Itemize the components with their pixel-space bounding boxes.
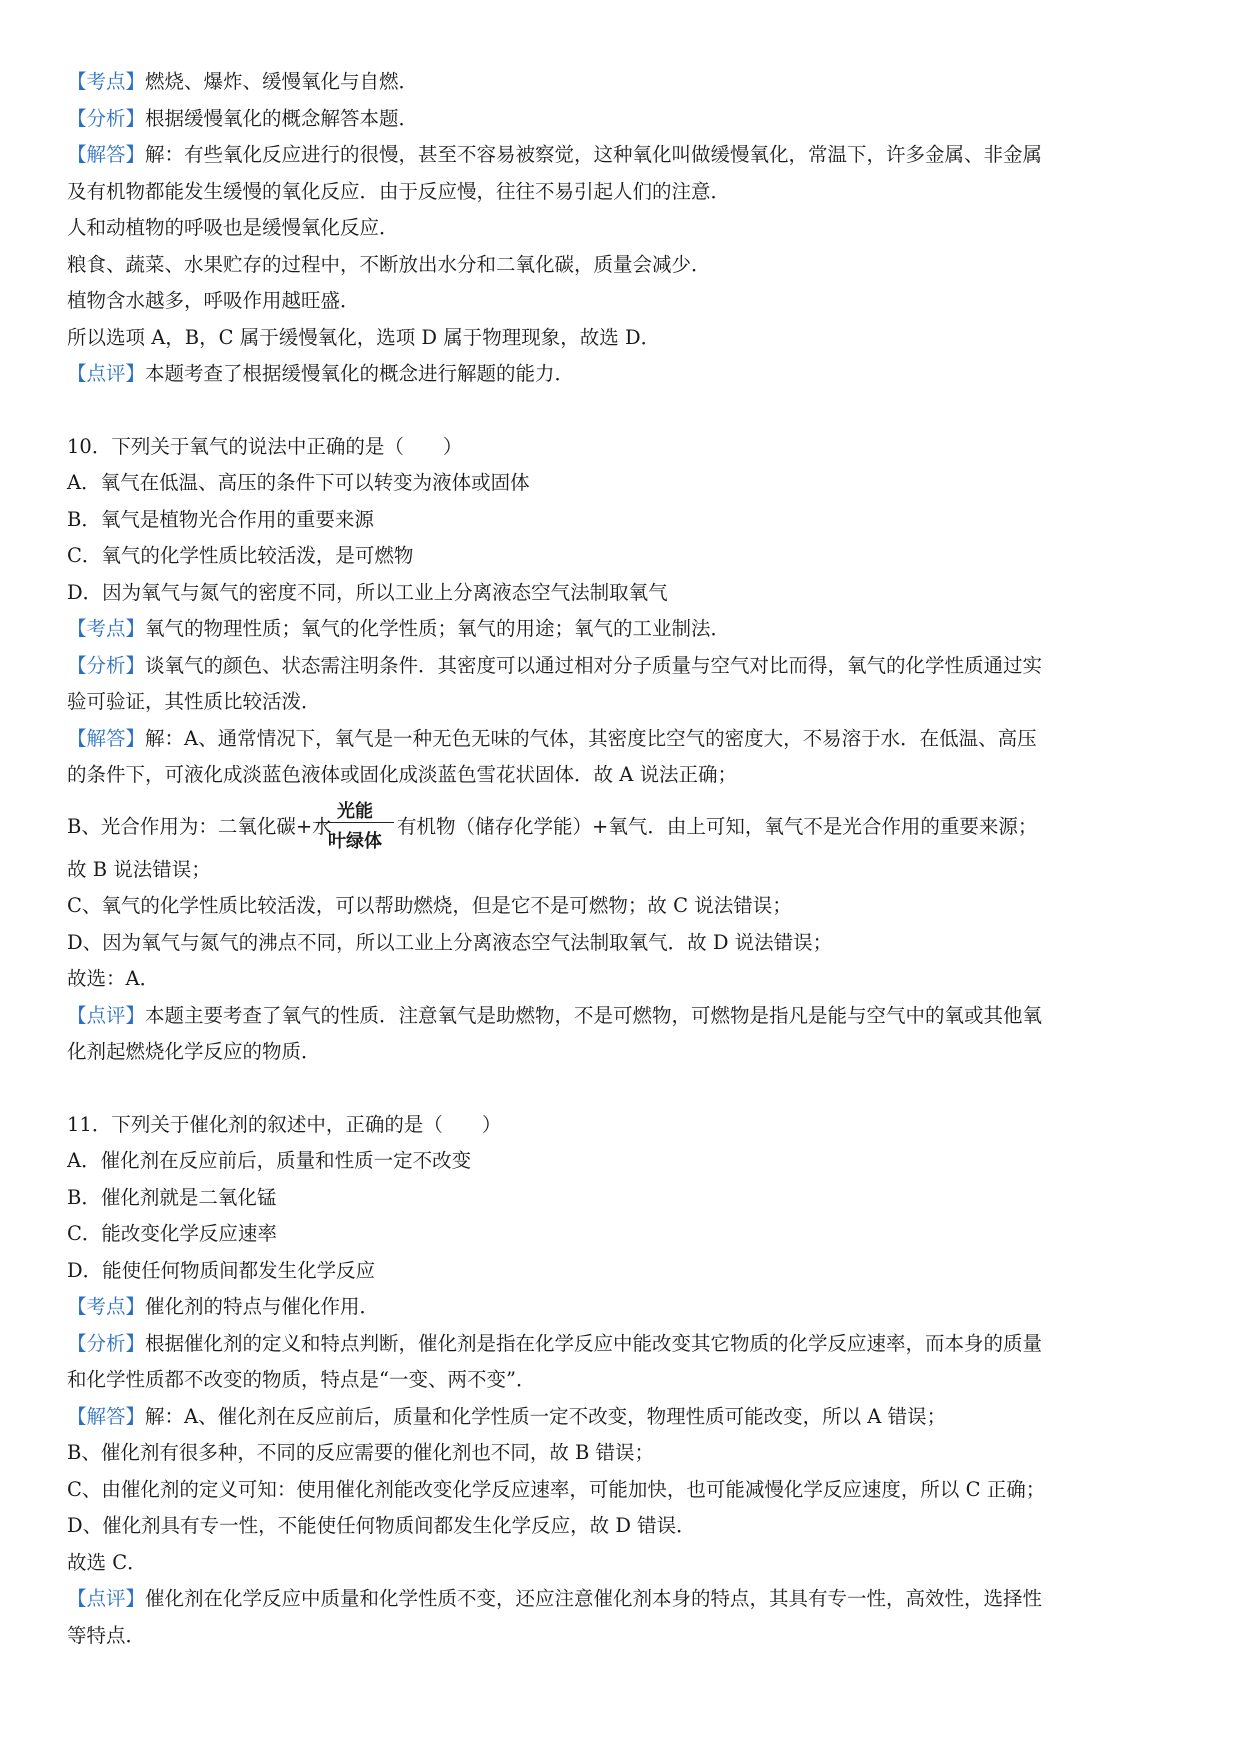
q10-formula-line (67, 794, 1177, 852)
q9-jieda-text-1: 解：有些氧化反应进行的很慢，甚至不容易被察觉，这种氧化叫做缓慢氧化，常温下，许多金属、非金属 (145, 143, 1043, 166)
q11-option-d: D．能使任何物质间都发生化学反应 (67, 1258, 376, 1282)
q11-stem: 11．下列关于催化剂的叙述中，正确的是（ ） (67, 1112, 502, 1136)
kaodian-tag: 【考点】 (67, 617, 146, 640)
q10-option-c: C．氧气的化学性质比较活泼，是可燃物 (67, 544, 414, 567)
formula-pre: B、光合作用为：二氧化碳+水 (67, 814, 332, 838)
formula-post: 有机物（储存化学能）+氧气．由上可知，氧气不是光合作用的重要来源； (397, 814, 1038, 838)
q10-line-b2: 故 B 说法错误； (67, 857, 211, 881)
q11-kaodian (67, 1289, 1177, 1326)
fenxi-tag: 【分析】 (67, 653, 146, 677)
q11-dianping (67, 1581, 1177, 1618)
q9-fenxi (67, 101, 1177, 138)
q10-option-a: A．氧气在低温、高压的条件下可以转变为液体或固体 (67, 471, 530, 494)
q11-jieda-text-1: 解：A、催化剂在反应前后，质量和化学性质一定不改变，物理性质可能改变，所以 A 错误； (145, 1404, 947, 1428)
q9-kaodian (67, 64, 1177, 101)
q10-line-d: D、因为氧气与氮气的沸点不同，所以工业上分离液态空气法制取氧气．故 D 说法错误； (67, 930, 833, 954)
dianping-tag: 【点评】 (67, 1587, 146, 1610)
q10-jieda (67, 721, 1177, 758)
q10-answer: 故选：A． (67, 967, 160, 990)
q9-jieda (67, 137, 1177, 174)
q10-fenxi (67, 648, 1177, 685)
q9-line-6: 所以选项 A，B，C 属于缓慢氧化，选项 D 属于物理现象，故选 D． (67, 325, 661, 349)
q9-kaodian-text: 燃烧、爆炸、缓慢氧化与自燃． (145, 70, 419, 93)
q9-jieda-text-2: 及有机物都能发生缓慢的氧化反应．由于反应慢，往往不易引起人们的注意． (67, 179, 731, 203)
q10-jieda-text-2: 的条件下，可液化成淡蓝色液体或固化成淡蓝色雪花状固体．故 A 说法正确； (67, 763, 737, 786)
dianping-tag: 【点评】 (67, 362, 146, 385)
q11-fenxi-text-1: 根据催化剂的定义和特点判断，催化剂是指在化学反应中能改变其它物质的化学反应速率，而本身的质量 (145, 1331, 1043, 1355)
q10-fenxi-text-2: 验可验证，其性质比较活泼． (67, 690, 321, 713)
q11-answer: 故选 C． (67, 1550, 147, 1574)
dianping-tag: 【点评】 (67, 1003, 146, 1027)
spacer (67, 393, 1177, 429)
q9-line-4: 粮食、蔬菜、水果贮存的过程中，不断放出水分和二氧化碳，质量会减少． (67, 252, 711, 276)
condition-top: 光能 (337, 800, 373, 822)
kaodian-tag: 【考点】 (67, 70, 146, 93)
jieda-tag: 【解答】 (67, 143, 146, 166)
q11-line-d: D、催化剂具有专一性，不能使任何物质间都发生化学反应，故 D 错误． (67, 1514, 696, 1537)
q11-kaodian-text: 催化剂的特点与催化作用． (145, 1295, 380, 1318)
q11-jieda (67, 1399, 1177, 1436)
q10-kaodian (67, 611, 1177, 648)
q10-line-c: C、氧气的化学性质比较活泼，可以帮助燃烧，但是它不是可燃物；故 C 说法错误； (67, 894, 792, 917)
spacer (67, 1071, 1177, 1107)
q9-dianping (67, 356, 1177, 393)
q10-option-d: D．因为氧气与氮气的密度不同，所以工业上分离液态空气法制取氧气 (67, 580, 668, 604)
q10-kaodian-text: 氧气的物理性质；氧气的化学性质；氧气的用途；氧气的工业制法． (145, 617, 731, 640)
condition-bottom: 叶绿体 (328, 830, 382, 852)
q11-line-b: B、催化剂有很多种，不同的反应需要的催化剂也不同，故 B 错误； (67, 1441, 655, 1464)
q10-option-b: B．氧气是植物光合作用的重要来源 (67, 507, 374, 531)
q9-line-5: 植物含水越多，呼吸作用越旺盛． (67, 289, 360, 312)
jieda-tag: 【解答】 (67, 1404, 146, 1428)
kaodian-tag: 【考点】 (67, 1295, 146, 1318)
q11-option-c: C．能改变化学反应速率 (67, 1222, 277, 1245)
fenxi-tag: 【分析】 (67, 106, 146, 130)
q11-fenxi (67, 1326, 1177, 1363)
reaction-arrow-bar (316, 822, 394, 823)
q11-dianping-text-1: 催化剂在化学反应中质量和化学性质不变，还应注意催化剂本身的特点，其具有专一性，高效性，选择性 (145, 1587, 1043, 1610)
q10-dianping-text-2: 化剂起燃烧化学反应的物质． (67, 1040, 321, 1063)
q11-dianping-text-2: 等特点． (67, 1623, 146, 1647)
q10-fenxi-text-1: 谈氧气的颜色、状态需注明条件．其密度可以通过相对分子质量与空气对比而得，氧气的化学性质通过实 (145, 653, 1043, 677)
fenxi-tag: 【分析】 (67, 1331, 146, 1355)
q10-dianping-text-1: 本题主要考查了氧气的性质．注意氧气是助燃物，不是可燃物，可燃物是指凡是能与空气中的氧或其他氧 (145, 1003, 1043, 1027)
q10-dianping (67, 998, 1177, 1035)
q11-option-b: B．催化剂就是二氧化锰 (67, 1185, 277, 1209)
q11-option-a: A．催化剂在反应前后，质量和性质一定不改变 (67, 1149, 472, 1172)
q10-stem: 10．下列关于氧气的说法中正确的是（ ） (67, 434, 463, 458)
q11-fenxi-text-2: 和化学性质都不改变的物质，特点是“一变、两不变”． (67, 1368, 536, 1391)
q10-jieda-text-1: 解：A、通常情况下，氧气是一种无色无味的气体，其密度比空气的密度大，不易溶于水．在低温、高压 (145, 726, 1037, 750)
q9-fenxi-text: 根据缓慢氧化的概念解答本题． (145, 106, 419, 130)
reaction-condition (314, 794, 396, 852)
q11-line-c: C、由催化剂的定义可知：使用催化剂能改变化学反应速率，可能加快，也可能减慢化学反应速度，所以 C 正确； (67, 1477, 1046, 1501)
document-page (67, 64, 1177, 1654)
q9-dianping-text: 本题考查了根据缓慢氧化的概念进行解题的能力． (145, 362, 575, 385)
q9-line-3: 人和动植物的呼吸也是缓慢氧化反应． (67, 216, 399, 239)
jieda-tag: 【解答】 (67, 726, 146, 750)
